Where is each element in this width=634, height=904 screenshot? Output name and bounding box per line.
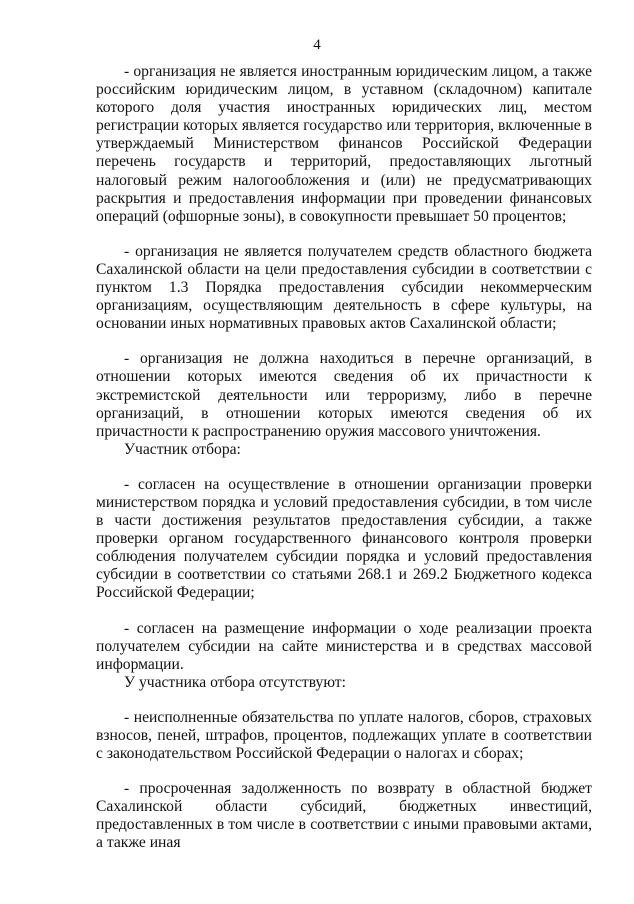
paragraph-budget-recipient-condition: - организация не является получателем средств областного бюджета Сахалинской области на цели предоставления субсидии в соответствии с пунктом 1.3 Порядка предоставления субсидии некоммерческим организациям, осуществляющим деятельность в сфере культуры, на основании иных нормативных правовых актов Сахалинской области; [96, 242, 592, 333]
paragraph-tax-obligations: - неисполненные обязательства по уплате налогов, сборов, страховых взносов, пеней, штрафов, процентов, подлежащих уплате в соответствии с законодательством Российской Федерации о налогах и сборах; [96, 708, 592, 763]
paragraph-agree-publication: - согласен на размещение информации о ходе реализации проекта получателем субсидии на сайте министерства и в средствах массовой информации. [96, 619, 592, 673]
paragraph-offshore-condition: - организация не является иностранным юридическим лицом, а также российским юридическим лицом, в уставном (складочном) капитале которого доля участия иностранных юридических лиц, местом регистрации которых является государство или территория, включенные в утверждаемый Министерством финансов Российской Федерации перечень государств и территорий, предоставляющих льготный налоговый режим налогообложения и (или) не предусматривающих раскрытия и предоставления информации при проведении финансовых операций (офшорные зоны), в совокупности превышает 50 процентов; [96, 63, 592, 225]
heading-participant-absent: У участника отбора отсутствуют: [124, 673, 346, 691]
page-number: 4 [313, 37, 321, 53]
heading-participant: Участник отбора: [124, 440, 241, 458]
paragraph-extremism-list-condition: - организация не должна находиться в перечне организаций, в отношении которых имеются сведения об их причастности к экстремистской деятельности или терроризму, либо в перечне организаций, в отношении которых имеются сведения об их причастности к распространению оружия массового уничтожения. [96, 350, 592, 440]
paragraph-overdue-debt: - просроченная задолженность по возврату в областной бюджет Сахалинской области субсидий, бюджетных инвестиций, предоставленных в том числе в соответствии с иными правовыми актами, а также иная [96, 780, 592, 852]
paragraph-agree-inspection: - согласен на осуществление в отношении организации проверки министерством порядка и условий предоставления субсидии, в том числе в части достижения результатов предоставления субсидии, а также проверки органом государственного финансового контроля проверки соблюдения получателем субсидии порядка и условий предоставления субсидии в соответствии со статьями 268.1 и 269.2 Бюджетного кодекса Российской Федерации; [96, 475, 592, 602]
document-body [96, 63, 592, 853]
